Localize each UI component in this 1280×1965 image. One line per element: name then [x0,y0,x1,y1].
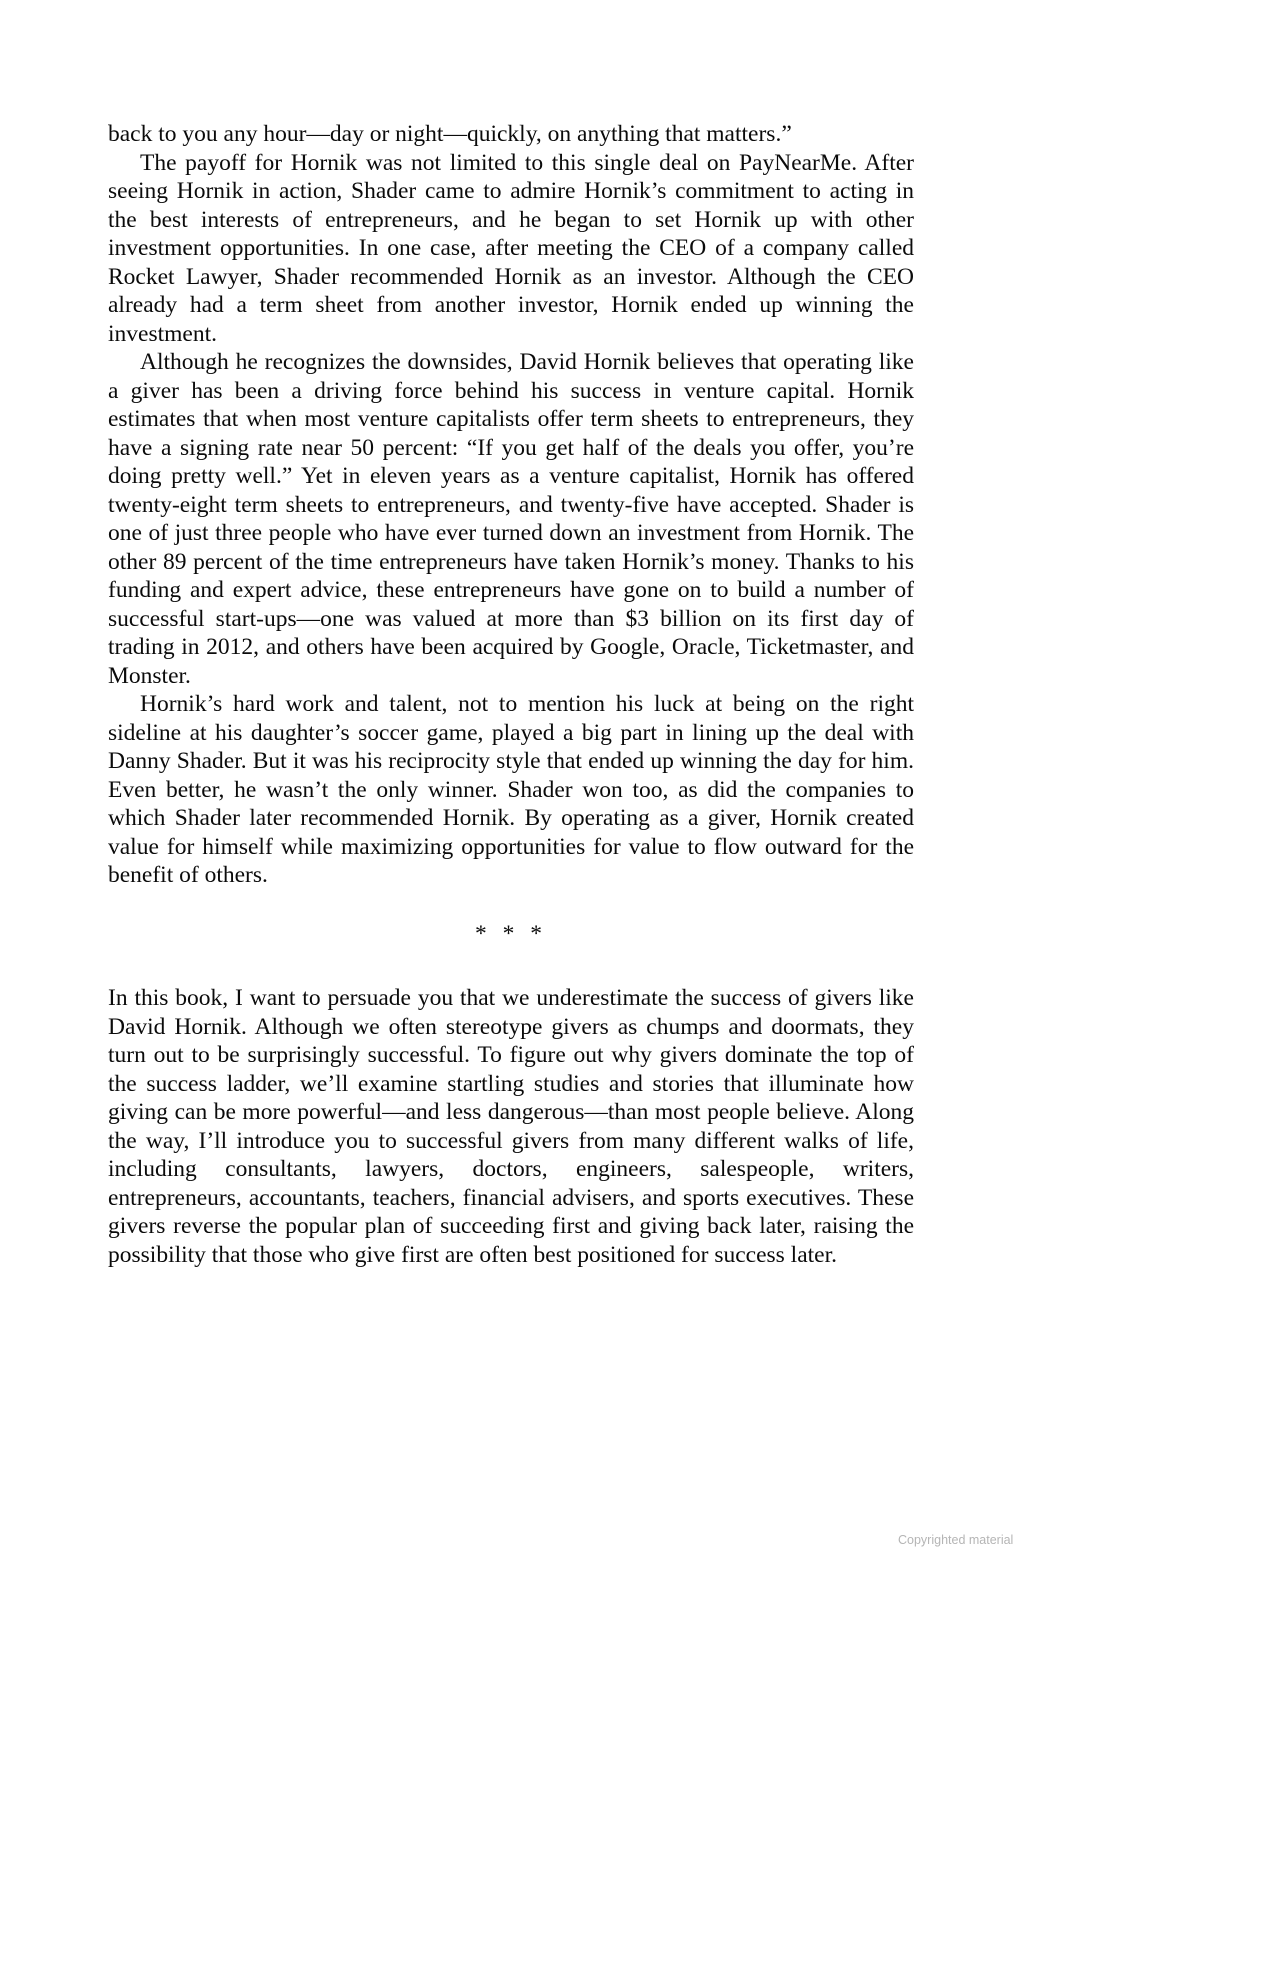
paragraph-downsides: Although he recognizes the downsides, David Hornik believes that operating like a giver has been a driving force behind his success in venture capital. Hornik estimates that when most venture capitalists offer term sheets to entrepreneurs, they have a signing rate near 50 percent: “If you get half of the deals you offer, you’re doing pretty well.” Yet in eleven years as a venture capitalist, Hornik has offered twenty-eight term sheets to entrepreneurs, and twenty-five have accepted. Shader is one of just three people who have ever turned down an investment from Hornik. The other 89 percent of the time entrepreneurs have taken Hornik’s money. Thanks to his funding and expert advice, these entrepreneurs have gone on to build a number of successful start-ups—one was valued at more than $3 billion on its first day of trading in 2012, and others have been acquired by Google, Oracle, Ticketmaster, and Monster. [108,349,914,689]
section-break: * * * [475,920,547,947]
paragraph-in-this-book: In this book, I want to persuade you that we underestimate the success of givers like David Hornik. Although we often stereotype givers as chumps and doormats, they turn out to be surprisingly successful. To figure out why givers dominate the top of the success ladder, we’ll examine startling studies and stories that illuminate how giving can be more powerful—and less dangerous—than most people believe. Along the way, I’ll introduce you to successful givers from many different walks of life, including consultants, lawyers, doctors, engineers, salespeople, writers, entrepreneurs, accountants, teachers, financial advisers, and sports executives. These givers reverse the popular plan of succeeding first and giving back later, raising the possibility that those who give first are often best positioned for success later. [108,985,914,1268]
paragraph-payoff: The payoff for Hornik was not limited to this single deal on PayNearMe. After seeing Hornik in action, Shader came to admire Hornik’s commitment to acting in the best interests of entrepreneurs, and he began to set Hornik up with other investment opportunities. In one case, after meeting the CEO of a company called Rocket Lawyer, Shader recommended Hornik as an investor. Although the CEO already had a term sheet from another investor, Hornik ended up winning the investment. [108,149,914,347]
paragraph-continuation: back to you any hour—day or night—quickly, on anything that matters.” [108,121,792,147]
paragraph-hard-work: Hornik’s hard work and talent, not to mention his luck at being on the right sideline at his daughter’s soccer game, played a big part in lining up the deal with Danny Shader. But it was his reciprocity style that ended up winning the day for him. Even better, he wasn’t the only winner. Shader won too, as did the companies to which Shader later recommended Hornik. By operating as a giver, Hornik created value for himself while maximizing opportunities for value to flow outward for the benefit of others. [108,691,914,888]
copyright-watermark: Copyrighted material [898,1533,1014,1547]
page-text-block [108,120,914,1269]
